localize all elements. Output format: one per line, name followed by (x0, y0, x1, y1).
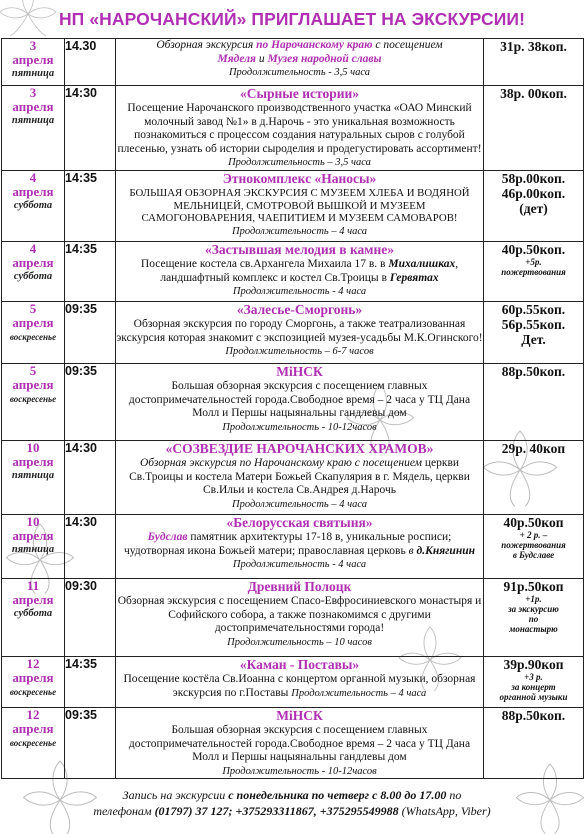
price-value: 46р.00коп. (501, 185, 566, 201)
excursion-title: «Каман - Поставы» (239, 656, 360, 672)
date-cell (2, 86, 65, 171)
weekday-label: пятница (11, 68, 55, 79)
booking-info (0, 787, 584, 819)
desc-text: Обзорная экскурсия с посещением Спасо-Евфросиниевского монастыря и Софийского собора, а также познакомимся с другими достопримечательностями города! (117, 594, 482, 635)
price-note: + 2 р. – (519, 529, 548, 540)
weekday-label: пятница (11, 543, 55, 555)
time-cell: 14.30 (65, 39, 116, 86)
day-number: 10 (26, 439, 40, 455)
price-value: Дет. (521, 331, 546, 347)
time-cell: 14:35 (65, 170, 116, 241)
price-note: органной музыки (499, 691, 568, 702)
desc-text: в (408, 544, 414, 557)
day-number: 4 (29, 169, 37, 185)
excursion-title: «СОЗВЕЗДИЕ НАРОЧАНСКИХ ХРАМОВ» (165, 440, 434, 456)
excursion-title: Древний Полоцк (247, 578, 352, 594)
highlight-text: Мяделя (217, 52, 256, 65)
date-cell (2, 440, 65, 514)
price-cell: 38р. 00коп. (484, 86, 584, 171)
price-note: пожертвования (501, 266, 566, 277)
day-number: 10 (26, 513, 40, 529)
table-row (2, 707, 584, 778)
time-cell: 09:35 (65, 301, 116, 363)
price-cell: 88р.50коп. (484, 707, 584, 778)
price-cell (484, 514, 584, 578)
table-row (2, 514, 584, 578)
description-cell (116, 241, 484, 301)
duration-text: Продолжительность – 6-7 часов (225, 346, 374, 358)
duration-text: Продолжительность – 4 часа (291, 687, 427, 699)
excursion-title: «Залесье-Сморгонь» (236, 301, 363, 317)
duration-text: Продолжительность – 4 часа (232, 498, 367, 510)
price-note: пожертвования (501, 539, 566, 550)
time-cell: 14:30 (65, 86, 116, 171)
duration-text: Продолжительность – 4 часа (232, 225, 367, 237)
price-value: 39р.90коп (503, 656, 564, 672)
time-cell: 09:35 (65, 707, 116, 778)
page-title: НП «НАРОЧАНСКИЙ» ПРИГЛАШАЕТ НА ЭКСКУРСИИ! (58, 9, 526, 29)
duration-text: Продолжительность - 10-12часов (222, 765, 377, 777)
price-note: +3 р. (524, 671, 543, 682)
table-row (2, 363, 584, 440)
footer-text: по (446, 788, 462, 802)
description-cell (116, 86, 484, 171)
weekday-label: воскресенье (9, 393, 57, 404)
footer-text: Запись на экскурсии (122, 788, 229, 802)
highlight-text: Музея народной славы (267, 52, 382, 65)
month-label: апреля (12, 669, 54, 685)
time-cell: 14:30 (65, 514, 116, 578)
desc-text: с посещением (372, 39, 443, 51)
table-row (2, 39, 584, 86)
desc-text: , ландшафтный комплекс и костел Св.Троицы в (160, 257, 459, 284)
month-label: апреля (12, 591, 54, 607)
description-cell (116, 578, 484, 656)
description-cell (116, 363, 484, 440)
excursion-title: «Застывшая мелодия в камне» (204, 241, 395, 257)
date-cell (2, 707, 65, 778)
price-value: 60р.55коп. (501, 301, 566, 317)
month-label: апреля (12, 527, 54, 543)
duration-text: Продолжительность – 3,5 часа (228, 157, 371, 169)
description-cell (116, 301, 484, 363)
price-value: 58р.00коп. (501, 170, 566, 186)
time-cell: 14:35 (65, 656, 116, 707)
day-number: 3 (29, 85, 37, 100)
price-cell: 88р.50коп. (484, 363, 584, 440)
day-number: 12 (26, 706, 40, 722)
day-number: 5 (29, 300, 37, 316)
table-row (2, 656, 584, 707)
desc-text: Большая обзорная экскурсия с посещением главных достопримечательностей города.Свободное время – 2 часа у ТЦ Дана Молл и Першы нацыянальны гандлевы дом (128, 723, 471, 764)
phone-numbers: (01797) 37 127; +375293311867, +375295549988 (154, 804, 399, 818)
table-row (2, 301, 584, 363)
price-note: в Будславе (512, 549, 555, 560)
price-cell: 29р. 40коп (484, 440, 584, 514)
time-cell: 14:35 (65, 241, 116, 301)
place-name: Гервятах (389, 271, 439, 284)
date-cell (2, 514, 65, 578)
description-cell (116, 656, 484, 707)
month-label: апреля (12, 52, 54, 67)
excursion-title: Этнокомплекс «Наносы» (222, 170, 377, 186)
description-cell (116, 170, 484, 241)
date-cell (2, 39, 65, 86)
excursion-title: «Сырные истории» (239, 86, 360, 101)
month-label: апреля (12, 183, 54, 199)
price-value: 40р.50коп (503, 514, 564, 530)
duration-text: Продолжительность - 10-12часов (222, 421, 377, 433)
excursion-title: МiНСК (276, 363, 323, 379)
day-number: 12 (26, 655, 40, 671)
day-number: 3 (29, 38, 37, 53)
place-name: Михалишках (388, 257, 456, 270)
duration-text: Продолжительность - 4 часа (232, 559, 367, 571)
price-note: +1р. (525, 593, 542, 604)
date-cell (2, 363, 65, 440)
desc-text: Посещение костела св.Архангела Михаила 17 в. в (140, 257, 389, 270)
desc-text: Посещение Нарочанского производственного участка «ОАО Минский молочный завод №1» в д.Нарочь - это уникальная возможность познакомиться с процессом создания натуральных сыров с голубой плесенью, узнать об истории сыроделия и продегустировать ассортимент! (117, 102, 482, 155)
price-value: (дет) (519, 200, 548, 216)
month-label: апреля (12, 314, 54, 330)
footer-hours: с понедельника по четверг с 8.00 до 17.00 (228, 788, 447, 802)
price-value: 56р.55коп. (501, 316, 566, 332)
excursion-title: МiНСК (276, 707, 323, 723)
description-cell (116, 707, 484, 778)
day-number: 11 (26, 577, 40, 593)
duration-text: Продолжительность – 10 часов (227, 636, 372, 648)
price-value: 91р.50коп (503, 578, 564, 594)
desc-text: и (255, 52, 268, 65)
desc-text: церкви Св.Троицы и костела Матери Божьей Скапулярия в г. Мядель, церкви Св.Ильи и костела Св.Андрея д.Нарочь (129, 456, 470, 497)
excursion-title: «Белорусская святыня» (226, 514, 373, 530)
weekday-label: пятница (11, 469, 55, 481)
weekday-label: воскресенье (9, 686, 57, 697)
day-number: 5 (29, 362, 37, 378)
description-cell (116, 39, 484, 86)
price-note: за концерт (511, 681, 556, 692)
table-row (2, 86, 584, 171)
place-name: д.Княгинин (416, 544, 475, 557)
time-cell: 14:30 (65, 440, 116, 514)
footer-text: телефонам (93, 804, 155, 818)
desc-text: Обзорная экскурсия по Нарочанскому краю с посещением (139, 456, 422, 469)
weekday-label: воскресенье (9, 331, 57, 342)
table-row (2, 440, 584, 514)
excursion-schedule-table (1, 38, 584, 779)
desc-text: Обзорная экскурсия (156, 39, 257, 51)
price-cell (484, 241, 584, 301)
footer-text: (WhatsApp, Viber) (398, 804, 491, 818)
date-cell (2, 578, 65, 656)
duration-text: Продолжительность - 3,5 часа (228, 67, 371, 79)
date-cell (2, 170, 65, 241)
place-name: Будслав (147, 530, 188, 543)
month-label: апреля (12, 99, 54, 114)
time-cell: 09:35 (65, 363, 116, 440)
month-label: апреля (12, 254, 54, 270)
table-row (2, 578, 584, 656)
desc-text: Посещение костёла Св.Иоанна с концертом органной музыки, обзорная экскурсия по г.Поставы (123, 672, 476, 699)
price-cell (484, 578, 584, 656)
weekday-label: суббота (13, 607, 53, 619)
desc-text: Обзорная экскурсия по городу Сморгонь, а также театрализованная экскурсия которая знакомит с экспозицией музея-усадьбы М.К.Огинского! (116, 317, 483, 344)
desc-text: памятник архитектуры 17-18 в, уникальные росписи; чудотворная икона Божьей матери; православная церковь (124, 530, 452, 557)
price-cell: 31р. 38коп. (484, 39, 584, 86)
table-row (2, 170, 584, 241)
price-note: за экскурсию (508, 603, 559, 614)
table-row (2, 241, 584, 301)
month-label: апреля (12, 453, 54, 469)
description-cell (116, 440, 484, 514)
price-note: по (528, 613, 539, 624)
date-cell (2, 656, 65, 707)
description-cell (116, 514, 484, 578)
weekday-label: пятница (11, 115, 55, 126)
date-cell (2, 241, 65, 301)
price-note: монастырю (509, 623, 558, 634)
month-label: апреля (12, 720, 54, 736)
weekday-label: суббота (13, 270, 53, 282)
weekday-label: воскресенье (9, 737, 57, 748)
weekday-label: суббота (13, 199, 53, 211)
date-cell (2, 301, 65, 363)
price-cell (484, 301, 584, 363)
price-value: 40р.50коп. (501, 241, 566, 257)
day-number: 4 (29, 240, 37, 256)
price-note: +5р. (525, 256, 542, 267)
desc-text: Большая обзорная экскурсия с посещением главных достопримечательностей города.Свободное время – 2 часа у ТЦ Дана Молл и Першы нацыянальны гандлевы дом (128, 379, 471, 420)
duration-text: Продолжительность - 4 часа (232, 286, 367, 298)
highlight-text: по Нарочанскому краю (256, 39, 373, 51)
desc-text: БОЛЬШАЯ ОБЗОРНАЯ ЭКСКУРСИЯ С МУЗЕЕМ ХЛЕБА И ВОДЯНОЙ МЕЛЬНИЦЕЙ, СМОТРОВОЙ ВЫШКОЙ И МУЗЕЕМ САМОГОНОВАРЕНИЯ, ЧАЕПИТИЕМ И МУЗЕЕМ САМОВАРОВ! (129, 186, 470, 225)
time-cell: 09:30 (65, 578, 116, 656)
price-cell (484, 656, 584, 707)
price-cell (484, 170, 584, 241)
month-label: апреля (12, 376, 54, 392)
